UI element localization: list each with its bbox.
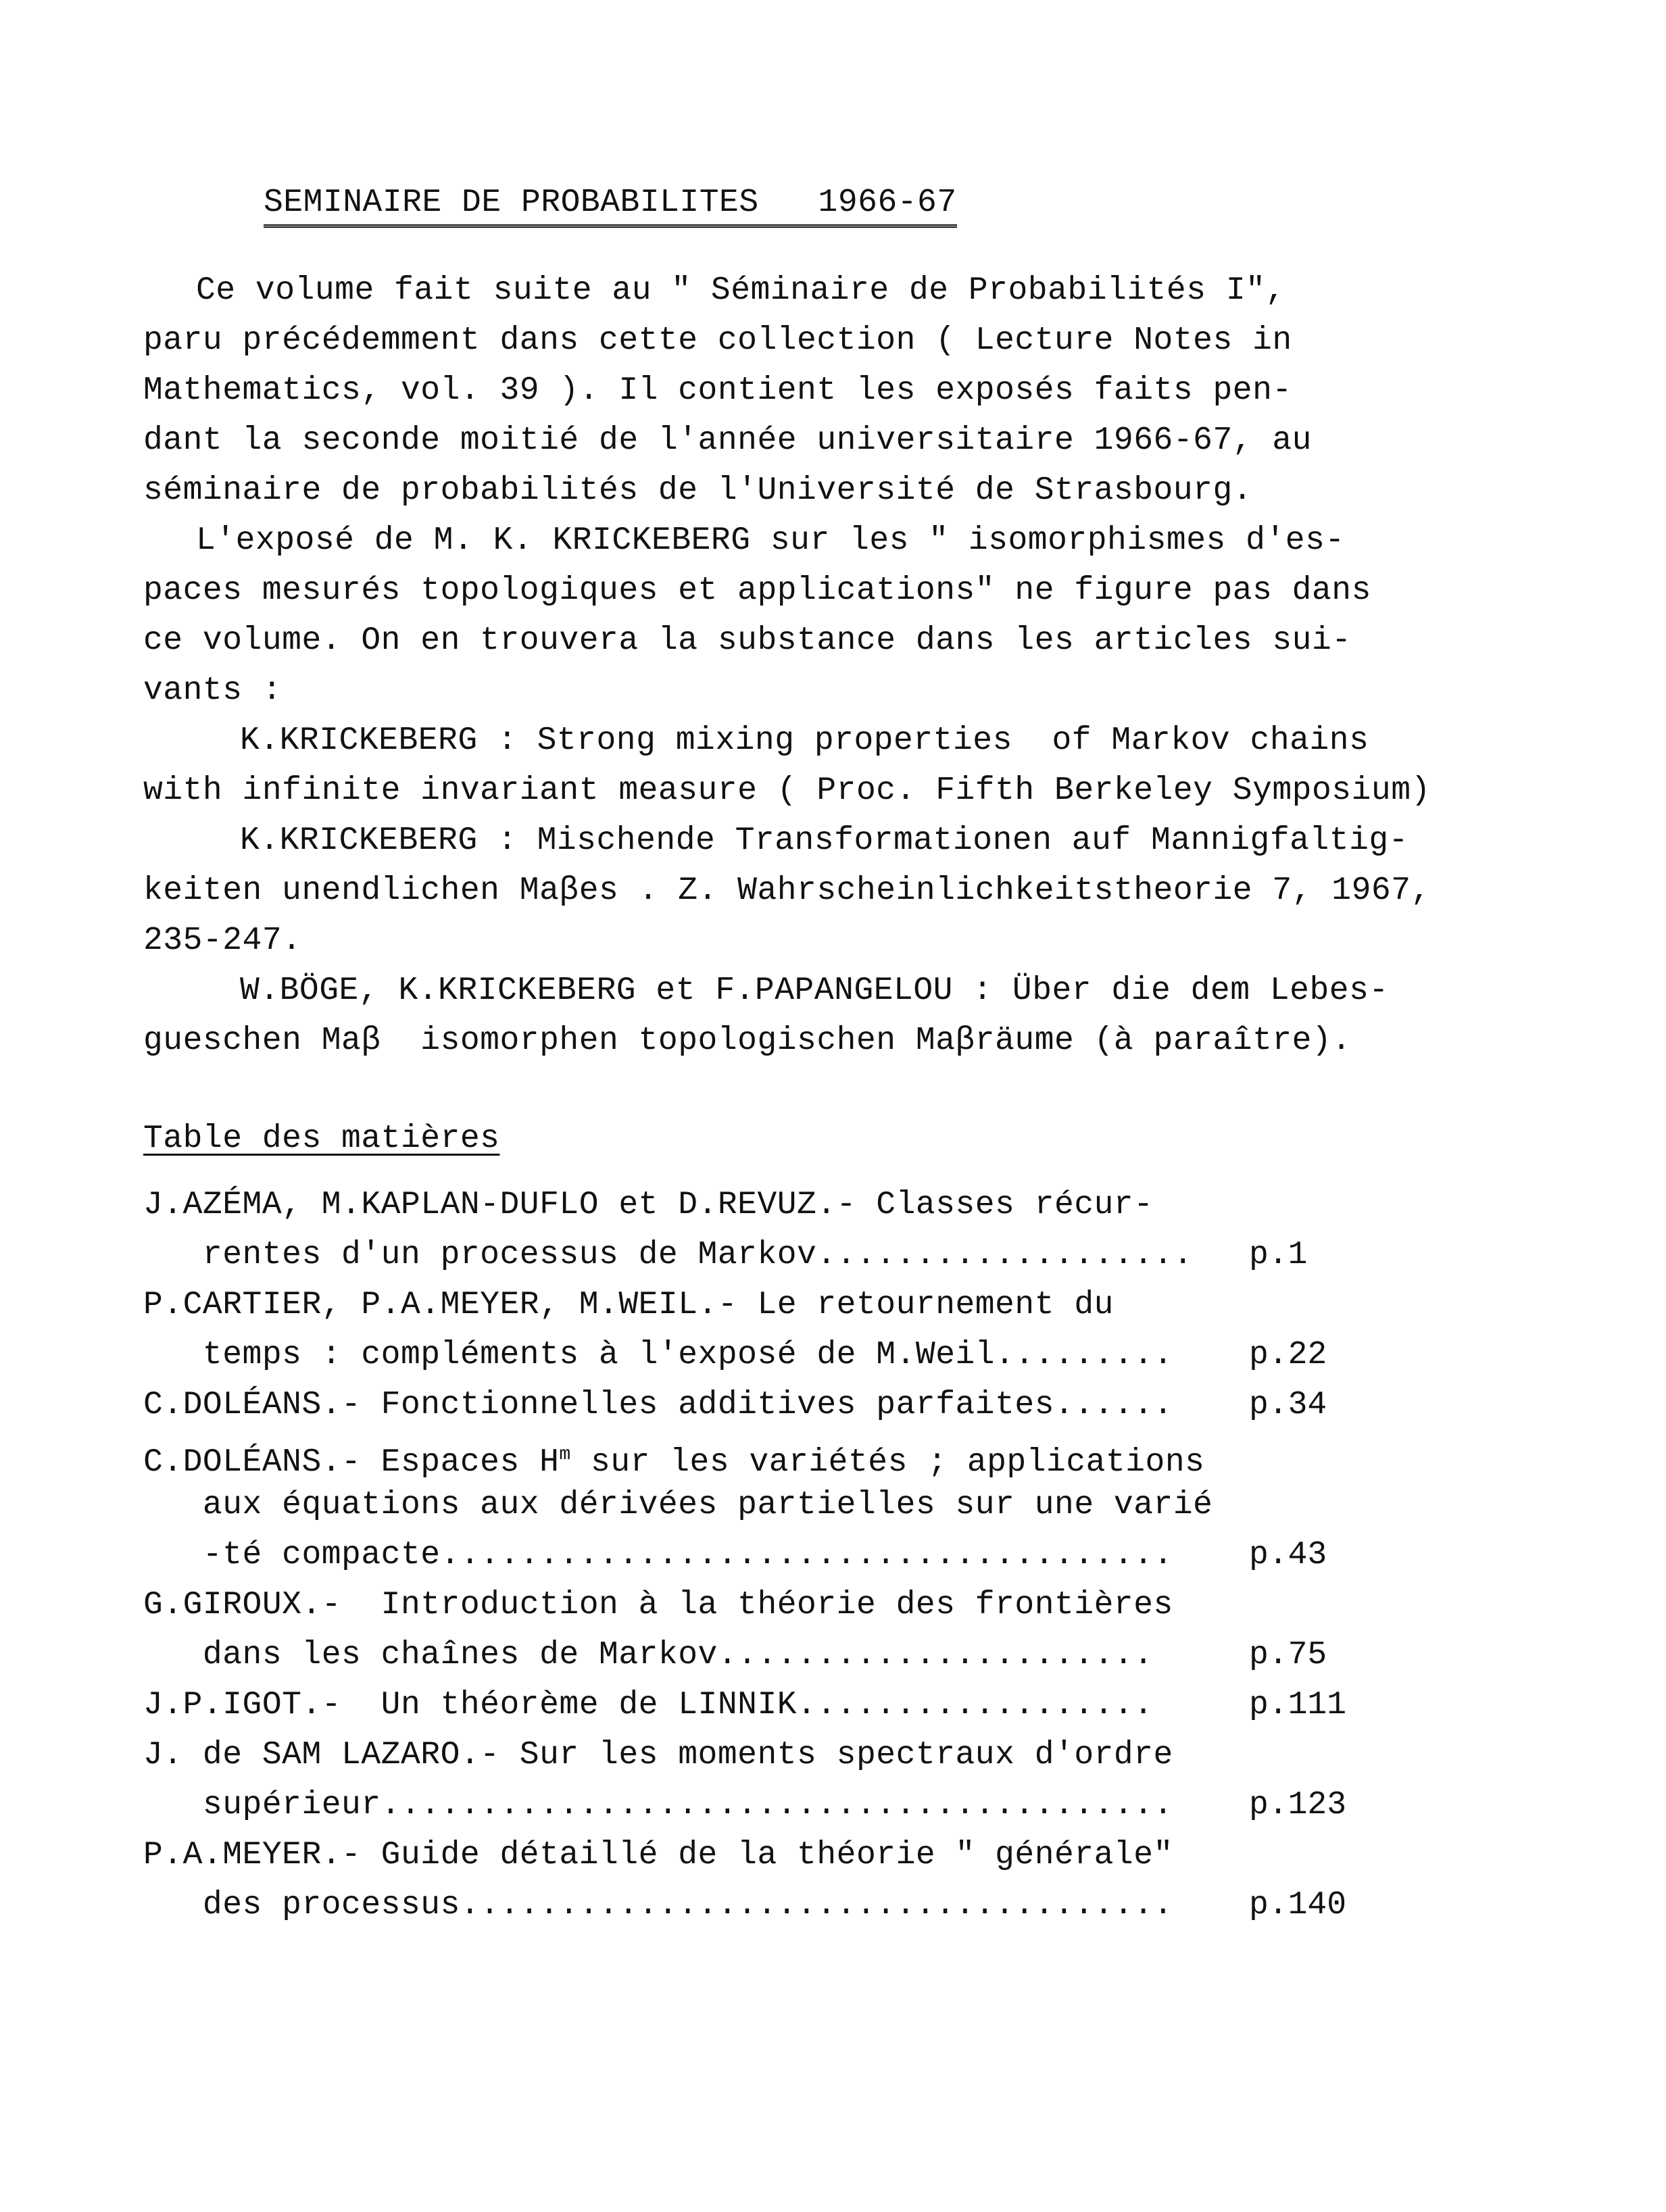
toc-entry-line: C.DOLÉANS.- Fonctionnelles additives parfaites......	[143, 1387, 1173, 1423]
toc-entry-line: des processus....................................	[143, 1887, 1173, 1923]
toc-entry-line: P.CARTIER, P.A.MEYER, M.WEIL.- Le retournement du	[143, 1287, 1114, 1323]
reference-line: 235-247.	[143, 923, 302, 959]
toc-entry-line: dans les chaînes de Markov......................	[143, 1637, 1154, 1673]
toc-entry-line: aux équations aux dérivées partielles sur une varié	[143, 1487, 1213, 1523]
superscript: m	[559, 1444, 571, 1465]
toc-page-number: p.123	[1249, 1787, 1347, 1823]
intro-line: Mathematics, vol. 39 ). Il contient les exposés faits pen-	[143, 372, 1292, 409]
intro-line: paces mesurés topologiques et applications" ne figure pas dans	[143, 572, 1371, 609]
toc-entry-line: supérieur........................................	[143, 1787, 1173, 1823]
intro-line: séminaire de probabilités de l'Université de Strasbourg.	[143, 472, 1253, 509]
toc-entry-line: J.P.IGOT.- Un théorème de LINNIK..................	[143, 1687, 1154, 1723]
toc-heading: Table des matières	[143, 1121, 500, 1157]
toc-page-number: p.140	[1249, 1887, 1347, 1923]
reference-line: keiten unendlichen Maβes . Z. Wahrscheinlichkeitstheorie 7, 1967,	[143, 872, 1431, 909]
toc-page-number: p.43	[1249, 1537, 1327, 1573]
reference-line: with infinite invariant measure ( Proc. Fifth Berkeley Symposium)	[143, 772, 1431, 809]
toc-page-number: p.111	[1249, 1687, 1347, 1723]
toc-entry-line	[143, 1435, 1204, 1483]
toc-entry-line: J.AZÉMA, M.KAPLAN-DUFLO et D.REVUZ.- Classes récur-	[143, 1187, 1154, 1223]
page-title: SEMINAIRE DE PROBABILITES 1966-67	[264, 182, 957, 228]
reference-line: gueschen Maβ isomorphen topologischen Maβräume (à paraître).	[143, 1023, 1352, 1059]
toc-page-number: p.22	[1249, 1337, 1327, 1373]
toc-entry-line: P.A.MEYER.- Guide détaillé de la théorie " générale"	[143, 1837, 1173, 1873]
reference-line: W.BÖGE, K.KRICKEBERG et F.PAPANGELOU : Über die dem Lebes-	[240, 973, 1389, 1009]
reference-line: K.KRICKEBERG : Mischende Transformationen auf Mannigfaltig-	[240, 822, 1408, 859]
intro-line: dant la seconde moitié de l'année universitaire 1966-67, au	[143, 422, 1312, 459]
toc-entry-line: temps : compléments à l'exposé de M.Weil.........	[143, 1337, 1173, 1373]
toc-entry-line: -té compacte.....................................	[143, 1537, 1173, 1573]
toc-entry-line: rentes d'un processus de Markov...................	[143, 1237, 1194, 1273]
toc-entry-line: G.GIROUX.- Introduction à la théorie des frontières	[143, 1587, 1173, 1623]
toc-page-number: p.34	[1249, 1387, 1327, 1423]
toc-page-number: p.1	[1249, 1237, 1308, 1273]
intro-line: paru précédemment dans cette collection ( Lecture Notes in	[143, 322, 1292, 359]
intro-line: vants :	[143, 672, 283, 709]
reference-line: K.KRICKEBERG : Strong mixing properties of Markov chains	[240, 722, 1369, 759]
toc-entry-text: C.DOLÉANS.- Espaces H	[143, 1444, 560, 1481]
intro-line: L'exposé de M. K. KRICKEBERG sur les " isomorphismes d'es-	[196, 522, 1345, 559]
toc-entry-text: sur les variétés ; applications	[570, 1444, 1205, 1481]
intro-line: ce volume. On en trouvera la substance dans les articles sui-	[143, 622, 1352, 659]
toc-entry-line: J. de SAM LAZARO.- Sur les moments spectraux d'ordre	[143, 1737, 1173, 1773]
intro-line: Ce volume fait suite au " Séminaire de Probabilités I",	[196, 272, 1285, 309]
toc-page-number: p.75	[1249, 1637, 1327, 1673]
